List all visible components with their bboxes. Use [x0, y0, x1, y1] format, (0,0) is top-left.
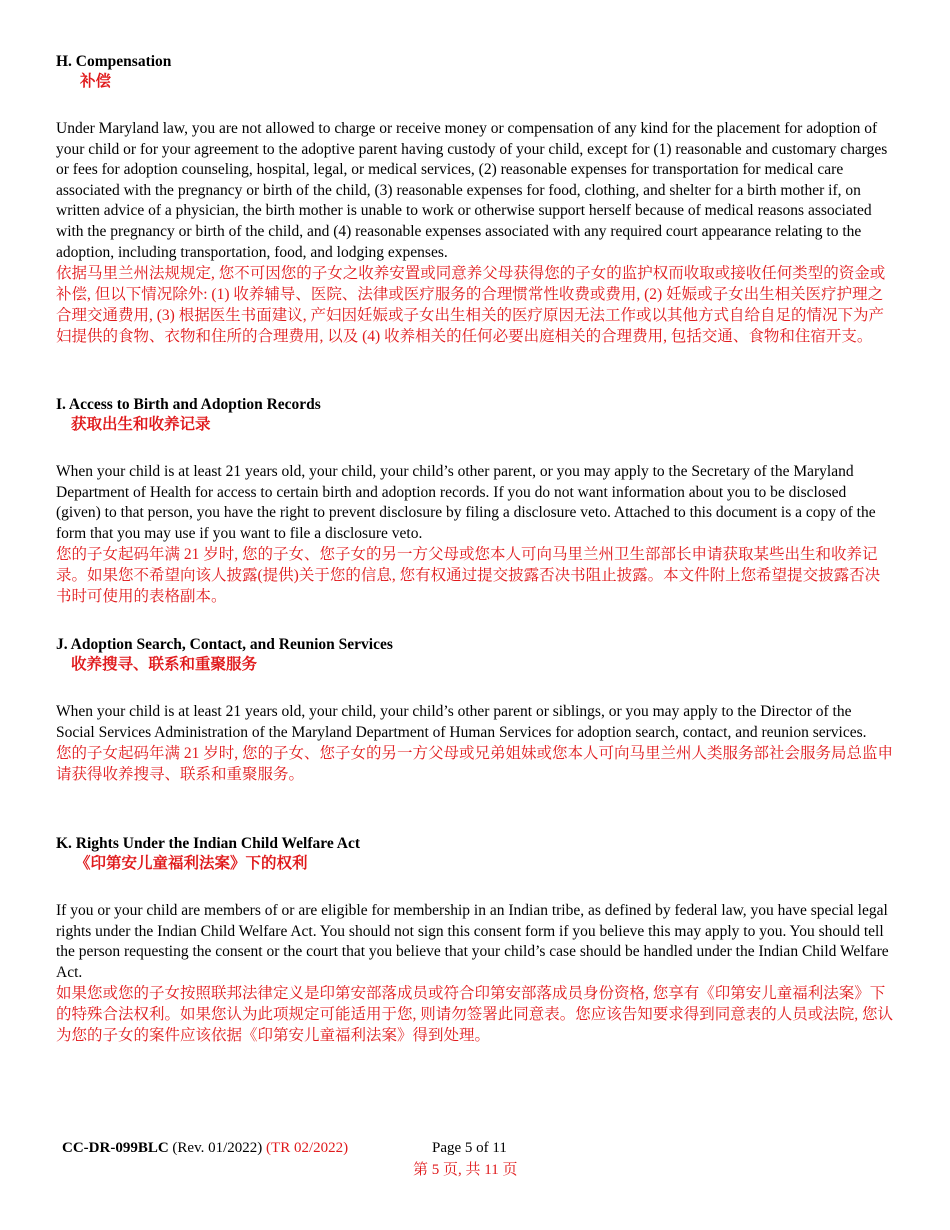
page-number-zh: 第 5 页, 共 11 页	[413, 1162, 518, 1178]
page-number: Page 5 of 11	[432, 1140, 507, 1156]
form-id	[62, 1140, 348, 1157]
section-title-zh: 获取出生和收养记录	[71, 416, 211, 433]
section-title-zh: 《印第安儿童福利法案》下的权利	[75, 855, 308, 872]
section-body-zh: 依据马里兰州法规规定, 您不可因您的子女之收养安置或同意养父母获得您的子女的监护权而收取或接收任何类型的资金或补偿, 但以下情况除外: (1) 收养辅导、医院、法律或医疗服务的合理惯常性收费或费用, (2) 妊娠或子女出生相关医疗护理之合理交通费用, (3) 根据医生书面建议, 产妇因妊娠或子女出生相关的医疗原因无法工作或以其他方式自给自足的情况下为产妇提供的食物、衣物和住所的合理费用, 以及 (4) 收养相关的任何必要出庭相关的合理费用, 包括交通、食物和住宿开支。	[56, 265, 886, 346]
section-title: K. Rights Under the Indian Child Welfare Act	[56, 835, 361, 852]
form-revision: (Rev. 01/2022)	[172, 1140, 263, 1156]
section-i-records	[56, 395, 894, 607]
form-number: CC-DR-099BLC	[62, 1140, 169, 1156]
section-j-reunion	[56, 635, 894, 785]
section-title: I. Access to Birth and Adoption Records	[56, 396, 321, 413]
section-body-zh: 您的子女起码年满 21 岁时, 您的子女、您子女的另一方父母或您本人可向马里兰州卫生部部长申请获取某些出生和收养记录。如果您不希望向该人披露(提供)关于您的信息, 您有权通过提交披露否决书阻止披露。本文件附上您希望提交披露否决书时可使用的表格副本。	[56, 546, 881, 606]
section-k-icwa	[56, 834, 894, 1046]
translation-revision: (TR 02/2022)	[266, 1140, 349, 1156]
section-title-zh: 补偿	[80, 73, 112, 90]
section-body-zh: 您的子女起码年满 21 岁时, 您的子女、您子女的另一方父母或兄弟姐妹或您本人可向马里兰州人类服务部社会服务局总监申请获得收养搜寻、联系和重聚服务。	[56, 745, 894, 784]
section-body-en: If you or your child are members of or are eligible for membership in an Indian tribe, as defined by federal law, you have special legal rights under the Indian Child Welfare Act. You should not sign this consent form if you believe this may apply to you. You should tell the person requesting the consent or the court that you believe that your child’s case should be handled under the Indian Child Welfare Act.	[56, 902, 889, 981]
section-title: H. Compensation	[56, 53, 172, 70]
section-h-compensation	[56, 52, 894, 347]
section-title: J. Adoption Search, Contact, and Reunion Services	[56, 636, 393, 653]
section-title-zh: 收养搜寻、联系和重聚服务	[71, 656, 258, 673]
section-body-en: When your child is at least 21 years old, your child, your child’s other parent or siblings, or you may apply to the Director of the Social Services Administration of the Maryland Department of Human Services for adoption search, contact, and reunion services.	[56, 703, 867, 741]
section-body-en: Under Maryland law, you are not allowed to charge or receive money or compensation of any kind for the placement for adoption of your child or for your agreement to the adoptive parent having custody of your child, except for (1) reasonable and customary charges or fees for adoption counseling, hospital, legal, or medical services, (2) reasonable expenses for transportation for medical care associated with the pregnancy or birth of the child, (3) reasonable expenses for food, clothing, and shelter for a birth mother if, on written advice of a physician, the birth mother is unable to work or otherwise support herself because of medical reasons associated with the pregnancy or birth of the child, and (4) reasonable expenses associated with any required court appearance relating to the adoption, including transportation, food, and lodging expenses.	[56, 120, 888, 261]
page-footer	[62, 1137, 882, 1182]
section-body-zh: 如果您或您的子女按照联邦法律定义是印第安部落成员或符合印第安部落成员身份资格, 您享有《印第安儿童福利法案》下的特殊合法权利。如果您认为此项规定可能适用于您, 则请勿签署此同意表。您应该告知要求得到同意表的人员或法院, 您认为您的子女的案件应该依据《印第安儿童福利法案》得到处理。	[56, 985, 894, 1045]
section-body-en: When your child is at least 21 years old, your child, your child’s other parent, or you may apply to the Secretary of the Maryland Department of Health for access to certain birth and adoption records. If you do not want information about you to be disclosed (given) to that person, you have the right to prevent disclosure by filing a disclosure veto. Attached to this document is a copy of the form that you may use if you want to file a disclosure veto.	[56, 463, 876, 542]
